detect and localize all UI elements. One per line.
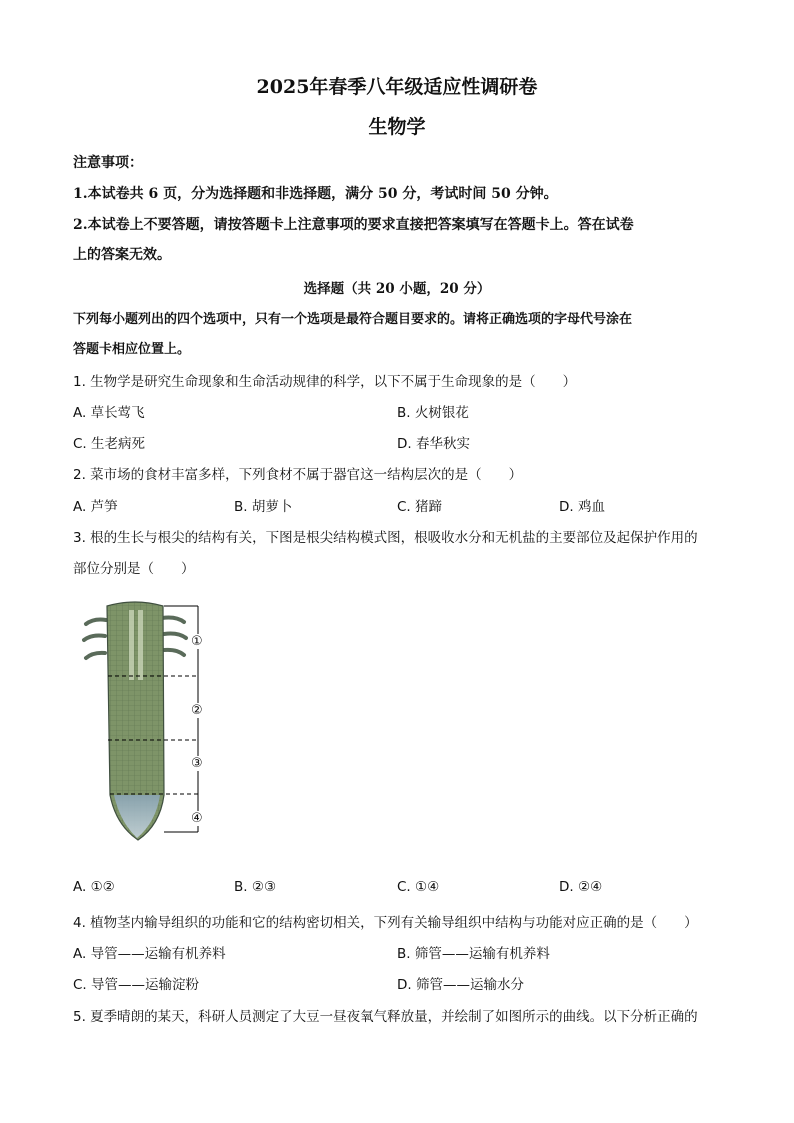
figure-label-1: ①: [191, 634, 203, 649]
question-1-option-d[interactable]: D. 春华秋实: [397, 436, 470, 452]
figure-label-4: ④: [191, 811, 203, 826]
question-3-option-a[interactable]: A. ①②: [73, 879, 115, 895]
section-instruction-b: 答题卡相应位置上。: [73, 342, 191, 357]
question-4-option-b[interactable]: B. 筛管——运输有机养料: [397, 946, 550, 962]
notes-line-2b: 上的答案无效。: [73, 247, 171, 263]
notes-heading: 注意事项：: [73, 155, 143, 171]
question-1-stem: 1. 生物学是研究生命现象和生命活动规律的科学，以下不属于生命现象的是（ ）: [73, 374, 577, 390]
figure-label-3: ③: [191, 756, 203, 771]
exam-subject: 生物学: [368, 116, 426, 138]
section-instruction-a: 下列每小题列出的四个选项中，只有一个选项是最符合题目要求的。请将正确选项的字母代号涂在: [73, 312, 633, 327]
question-2-option-c[interactable]: C. 猪蹄: [397, 499, 443, 515]
question-5-stem: 5. 夏季晴朗的某天，科研人员测定了大豆一昼夜氧气释放量，并绘制了如图所示的曲线。以下分析正确的: [73, 1009, 698, 1025]
question-3-option-d[interactable]: D. ②④: [559, 879, 603, 895]
question-4-stem: 4. 植物茎内输导组织的功能和它的结构密切相关，下列有关输导组织中结构与功能对应正确的是（ ）: [73, 915, 698, 931]
question-3-option-c[interactable]: C. ①④: [397, 879, 440, 895]
question-3-stem-b: 部位分别是（ ）: [73, 561, 195, 577]
question-1-option-c[interactable]: C. 生老病死: [73, 436, 146, 452]
question-2-option-d[interactable]: D. 鸡血: [559, 499, 605, 515]
notes-line-1: 1.本试卷共 6 页，分为选择题和非选择题，满分 50 分，考试时间 50 分钟。: [73, 186, 558, 202]
question-2-option-b[interactable]: B. 胡萝卜: [234, 499, 293, 515]
section-title: 选择题（共 20 小题，20 分）: [303, 281, 491, 297]
question-2-stem: 2. 菜市场的食材丰富多样，下列食材不属于器官这一结构层次的是（ ）: [73, 467, 523, 483]
question-3-stem-a: 3. 根的生长与根尖的结构有关，下图是根尖结构模式图，根吸收水分和无机盐的主要部位及起保护作用的: [73, 530, 698, 546]
notes-line-2a: 2.本试卷上不要答题，请按答题卡上注意事项的要求直接把答案填写在答题卡上。答在试卷: [73, 217, 634, 233]
question-1-option-a[interactable]: A. 草长莺飞: [73, 405, 145, 421]
exam-title: 2025年春季八年级适应性调研卷: [256, 76, 538, 98]
question-1-option-b[interactable]: B. 火树银花: [397, 405, 469, 421]
question-4-option-a[interactable]: A. 导管——运输有机养料: [73, 946, 226, 962]
question-2-option-a[interactable]: A. 芦笋: [73, 499, 118, 515]
question-4-option-d[interactable]: D. 筛管——运输水分: [397, 977, 524, 993]
figure-label-2: ②: [191, 703, 203, 718]
question-4-option-c[interactable]: C. 导管——运输淀粉: [73, 977, 200, 993]
question-3-option-b[interactable]: B. ②③: [234, 879, 277, 895]
